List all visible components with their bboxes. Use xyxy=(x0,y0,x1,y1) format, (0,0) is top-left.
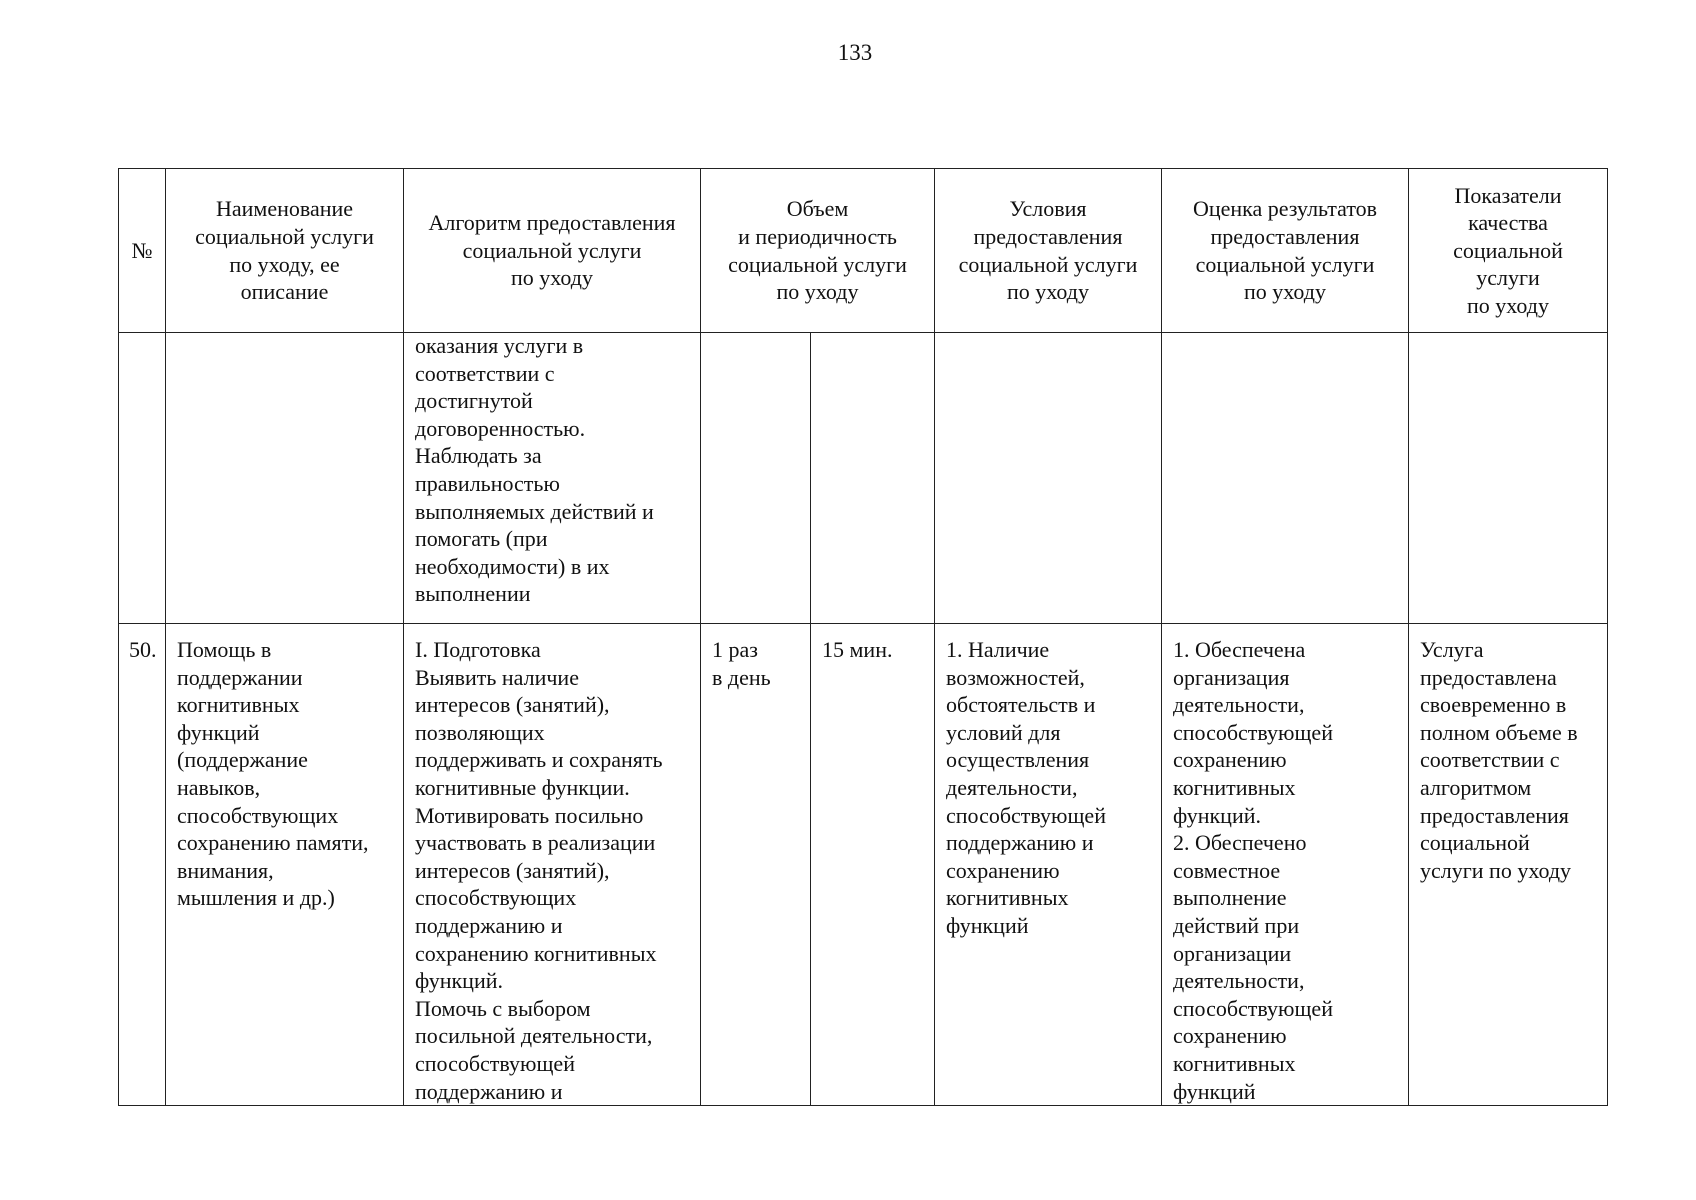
header-number: № xyxy=(119,169,166,333)
header-service-name: Наименование социальной услуги по уходу, ее описание xyxy=(166,169,404,333)
header-quality: Показатели качества социальной услуги по уходу xyxy=(1409,169,1608,333)
cell-number xyxy=(119,333,166,624)
header-volume-frequency: Объем и периодичность социальной услуги по уходу xyxy=(701,169,935,333)
cell-algorithm: I. Подготовка Выявить наличие интересов (занятий), позволяющих поддерживать и сохранять когнитивные функции. Мотивировать посильно участвовать в реализации интересов (занятий), способствующих поддержанию и сохранению когнитивных функций. Помочь с выбором посильной деятельности, способствующей поддержанию и xyxy=(404,624,701,1106)
cell-quality xyxy=(1409,333,1608,624)
cell-duration: 15 мин. xyxy=(811,624,935,1106)
cell-algorithm: оказания услуги в соответствии с достигнутой договоренностью. Наблюдать за правильностью выполняемых действий и помогать (при необходимости) в их выполнении xyxy=(404,333,701,624)
cell-evaluation xyxy=(1162,333,1409,624)
header-row xyxy=(119,169,1608,333)
cell-conditions xyxy=(935,333,1162,624)
cell-service-name xyxy=(166,333,404,624)
cell-number: 50. xyxy=(119,624,166,1106)
cell-service-name: Помощь в поддержании когнитивных функций (поддержание навыков, способствующих сохранению памяти, внимания, мышления и др.) xyxy=(166,624,404,1106)
table-row-50 xyxy=(119,624,1608,1106)
social-services-table xyxy=(118,168,1608,1106)
header-evaluation: Оценка результатов предоставления социальной услуги по уходу xyxy=(1162,169,1409,333)
cell-frequency: 1 раз в день xyxy=(701,624,811,1106)
header-algorithm: Алгоритм предоставления социальной услуги по уходу xyxy=(404,169,701,333)
page-number: 133 xyxy=(837,40,873,65)
cell-evaluation: 1. Обеспечена организация деятельности, способствующей сохранению когнитивных функций. 2. Обеспечено совместное выполнение действий при организации деятельности, способствующей сохранению когнитивных функций xyxy=(1162,624,1409,1106)
table-row-continued xyxy=(119,333,1608,624)
cell-frequency xyxy=(701,333,811,624)
cell-quality: Услуга предоставлена своевременно в полном объеме в соответствии с алгоритмом предоставления социальной услуги по уходу xyxy=(1409,624,1608,1106)
cell-duration xyxy=(811,333,935,624)
header-conditions: Условия предоставления социальной услуги по уходу xyxy=(935,169,1162,333)
cell-conditions: 1. Наличие возможностей, обстоятельств и условий для осуществления деятельности, способствующей поддержанию и сохранению когнитивных функций xyxy=(935,624,1162,1106)
